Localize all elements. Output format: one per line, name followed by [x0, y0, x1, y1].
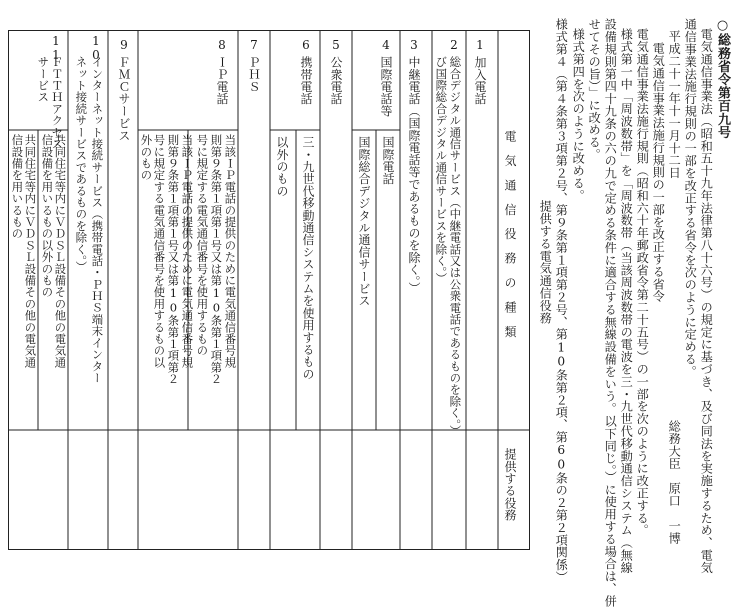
body-line-2: 様式第一中「周波数帯」を「周波数帯（当該周波数帯の電波を三・九世代移動通信システム（無線 — [619, 28, 634, 574]
row-1-num: 1 — [473, 38, 487, 53]
row-4-sub-1: 国際電話 — [381, 136, 395, 185]
row-5-label: 公衆電話 — [329, 56, 343, 105]
row-6-label: 携帯電話 — [299, 56, 313, 105]
row-2-label-2: び国際総合デジタル通信サービスを除く。） — [434, 56, 449, 285]
row-8-sub-2-d: 外のもの — [139, 134, 154, 181]
row-8-sub-1-c: 号に規定する電気通信番号を使用するもの — [195, 134, 210, 357]
row-5-num: 5 — [329, 38, 343, 53]
preamble-line-2: 通信事業法施行規則の一部を改正する省令を次のように定める。 — [683, 18, 698, 378]
row-8-sub-1-a: 当該ＩＰ電話の提供のために電気通信番号規 — [223, 134, 238, 368]
body-line-5: 様式第四を次のように改める。 — [571, 28, 586, 202]
form-subtitle: 提供する電気通信役務 — [538, 200, 553, 324]
body-line-3: 設備規則第四十九条の六の九で定める条件に適合する無線設備をいう。以下同じ。）に使用する場合は、併 — [603, 18, 618, 607]
ordinance-title: ○総務省令第百九号 — [715, 18, 730, 139]
row-4-label: 国際電話等 — [379, 56, 393, 117]
header-provided: 提供する役務 — [503, 448, 517, 522]
row-10-num: 10 — [89, 34, 103, 63]
row-8-num: 8 — [215, 38, 229, 53]
row-6-sub-2: 以外のもの — [275, 136, 289, 197]
row-11-sub-2-a: 共同住宅等内にＶＤＳＬ設備その他の電気通 — [23, 134, 38, 368]
row-11-sub-1-a: 共同住宅等内にＶＤＳＬ設備その他の電気通 — [53, 134, 68, 368]
row-9-num: 9 — [117, 38, 131, 53]
row-11-label: ＦＴＴＨアクセス — [50, 56, 65, 150]
row-7-num: 7 — [247, 38, 261, 53]
minister: 総務大臣 原口 一博 — [667, 420, 682, 544]
row-6-num: 6 — [299, 38, 313, 53]
row-1-label: 加入電話 — [473, 56, 487, 105]
header-kind: 電 気 通 信 役 務 の 種 類 — [503, 130, 517, 338]
body-line-4: せてその旨）」に改める。 — [587, 18, 602, 161]
date: 平成二十一年十一月十二日 — [667, 30, 682, 179]
preamble-line-1: 電気通信事業法（昭和五十九年法律第八十六号）の規定に基づき、及び同法を実施するため、電気 — [699, 28, 714, 574]
row-10-label-2: ネット接続サービスであるものを除く。） — [74, 56, 89, 273]
row-4-num: 4 — [379, 38, 393, 53]
row-8-sub-1-b: 則第９条第１項第１号又は第10条第１項第２ — [209, 134, 224, 385]
row-8-sub-2-c: 号に規定する電気通信番号を使用するもの以 — [152, 134, 167, 368]
row-11-sub-2-b: 信設備を用いるもの — [10, 134, 25, 240]
row-8-sub-2-a: 当該ＩＰ電話の提供のために電気通信番号規 — [180, 134, 195, 368]
amendment-title: 電気通信事業法施行規則の一部を改正する省令 — [651, 42, 666, 303]
row-9-label: ＦＭＣサービス — [117, 56, 131, 142]
row-6-sub-1: 三・九世代移動通信システムを使用するもの — [301, 136, 315, 380]
row-2-num: 2 — [447, 38, 461, 53]
row-8-label: ＩＰ電話 — [215, 56, 229, 105]
body-line-1: 電気通信事業法施行規則（昭和六十年郵政省令第二十五号）の一部を次のように改正する。 — [635, 28, 650, 537]
row-8-sub-2-b: 則第９条第１項第１号又は第10条第１項第２ — [166, 134, 181, 385]
form-label — [555, 18, 567, 583]
row-11-num: 11 — [49, 34, 63, 63]
form-label-text: 様式第４（第４条第３項第２号、第９条第１項第２号、第10条第２項、第60条の２第２項関係） — [554, 18, 569, 584]
row-3-label: 中継電話（国際電話等であるものを除く。） — [407, 56, 421, 294]
row-2-label: 総合デジタル通信サービス（中継電話又は公衆電話であるものを除く。） — [448, 56, 463, 437]
row-11-label-2: サービス — [36, 56, 51, 103]
row-4-sub-2: 国際総合デジタル通信サービス — [357, 136, 371, 307]
row-3-num: 3 — [407, 38, 421, 53]
row-11-sub-1-b: 信設備を用いるもの以外のもの — [40, 134, 55, 298]
service-table — [8, 30, 530, 550]
row-7-label: ＰＨＳ — [247, 56, 261, 93]
row-10-label: インターネット接続サービス（携帯電話・ＰＨＳ端末インター — [90, 56, 105, 384]
